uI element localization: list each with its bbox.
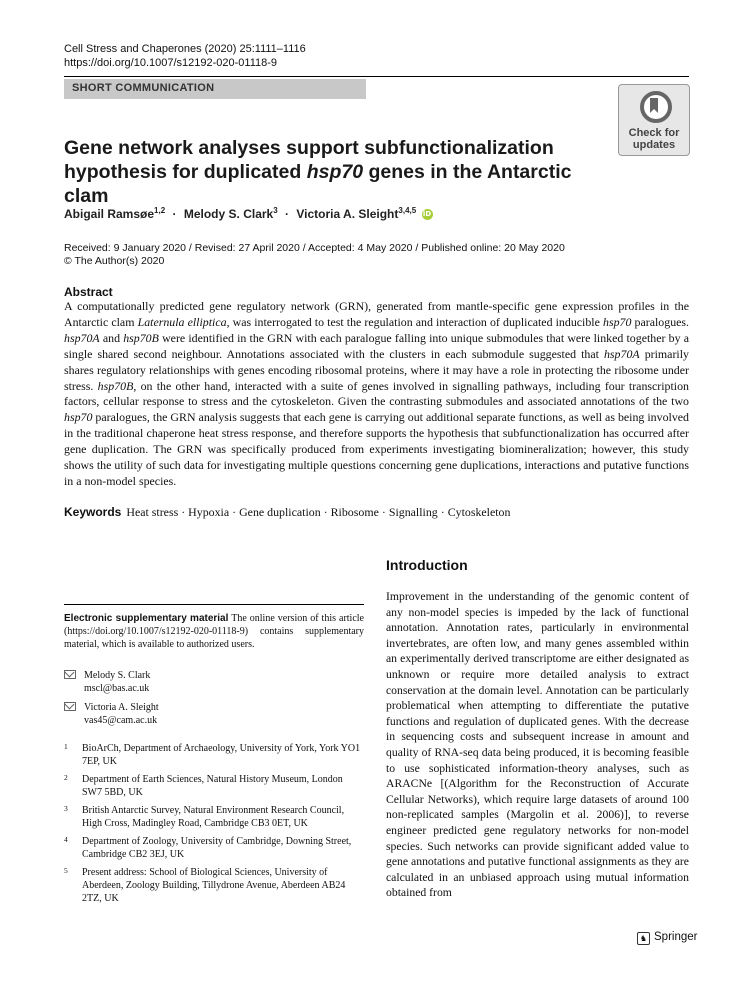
abstract-heading: Abstract bbox=[64, 285, 113, 299]
keyword: Signalling bbox=[388, 505, 438, 519]
keyword: Ribosome bbox=[330, 505, 379, 519]
envelope-icon bbox=[64, 670, 76, 679]
crossmark-bookmark-icon bbox=[640, 91, 672, 123]
abstract-segment: A computationally predicted gene regulatory network (GRN), generated from mantle-specific gene expression profiles in the Antarctic clam bbox=[64, 299, 689, 329]
header-divider bbox=[64, 76, 689, 77]
abstract-segment: paralogues. bbox=[631, 314, 690, 329]
correspondent-name: Victoria A. Sleight bbox=[84, 702, 159, 713]
author-name[interactable]: Melody S. Clark bbox=[183, 207, 274, 221]
introduction-text bbox=[386, 589, 689, 901]
orcid-icon[interactable]: iD bbox=[422, 210, 432, 219]
abstract-gene-name: hsp70A bbox=[64, 330, 100, 345]
affiliation-text: BioArCh, Department of Archaeology, University of York, York YO1 7EP, UK bbox=[82, 743, 361, 767]
author-affiliation-ref: 3 bbox=[273, 206, 278, 215]
author-affiliation-ref: 1,2 bbox=[154, 206, 166, 215]
keyword: Cytoskeleton bbox=[447, 505, 511, 519]
abstract-segment: , on the other hand, interacted with a suite of genes involved in signalling pathways, including four transcription factors, cellular response to stress and the cytoskeleton. Given the contrasting submodules and associated annotations of the two bbox=[64, 378, 689, 409]
abstract-gene-name: hsp70 bbox=[64, 410, 93, 425]
check-for-updates-badge[interactable] bbox=[618, 84, 690, 156]
keyword-separator: · bbox=[323, 505, 328, 519]
introduction-heading: Introduction bbox=[386, 557, 468, 573]
check-badge-line2: updates bbox=[632, 139, 676, 151]
article-doi-link[interactable]: https://doi.org/10.1007/s12192-020-01118-9 bbox=[64, 57, 278, 69]
abstract-gene-name: hsp70 bbox=[603, 314, 632, 329]
affiliation-number: 1 bbox=[64, 742, 68, 751]
esm-text: The online version of this article ( bbox=[64, 613, 364, 637]
journal-citation: Cell Stress and Chaperones (2020) 25:1111–1116 bbox=[64, 43, 306, 55]
affiliation-text: Department of Zoology, University of Cambridge, Downing Street, Cambridge CB2 3EJ, UK bbox=[82, 836, 352, 860]
author-affiliation-ref: 3,4,5 bbox=[398, 206, 417, 215]
abstract-segment: primarily shares regulatory relationships with genes encoding ribosomal proteins, where it may have a role in protecting the ribosome under stress. bbox=[64, 346, 689, 393]
abstract-segment: paralogues, the GRN analysis suggests that each gene is carrying out additional separate functions, as well as being involved in the traditional chaperone heat stress response, and therefore supports the hypothesis that subfunctionalization has occurred after gene duplication. The GRN was specifically produced from experiments investigating biomineralization; however, this study shows the utility of such data for investigating multiple questions concerning gene duplications, interactions and putative functions in a non-model species. bbox=[64, 410, 689, 488]
affiliation-number: 5 bbox=[64, 866, 68, 875]
article-type-banner bbox=[64, 79, 366, 99]
publication-dates: Received: 9 January 2020 / Revised: 27 April 2020 / Accepted: 4 May 2020 / Published online: 20 May 2020 bbox=[64, 242, 565, 254]
affiliation-number: 3 bbox=[64, 804, 68, 813]
abstract-gene-name: hsp70A bbox=[603, 346, 640, 361]
citation-link[interactable]: Margolin et al. 2006 bbox=[510, 808, 621, 822]
intro-paragraph: Improvement in the understanding of the genomic content of any non-model species is impeded by the lack of functional annotation. Annotation rates, particularly in environmental invertebrates, are often low, and many genes assembled within an experimentally derived transcriptome are either designated as unknown or require more detailed analysis to extract conservation at the domain level. Annotation can be particularly problematical when attempting to differentiate the putative functions and regulation of duplicated genes. With the decrease in sequencing costs and subsequent increase in amount and quality of RNA-seq data being produced, it is becoming feasible to use sophisticated information-theory analyses, such as ARACNe [(Algorithm for the Reconstruction of Accurate Cellular Networks), which require large datasets of around 100 non-replicated samples ( bbox=[386, 590, 689, 822]
abstract-gene-name: hsp70B bbox=[123, 330, 159, 345]
affiliation-text: Department of Earth Sciences, Natural History Museum, London SW7 5BD, UK bbox=[82, 774, 343, 798]
esm-label: Electronic supplementary material bbox=[64, 613, 229, 624]
publisher-name: Springer bbox=[654, 931, 698, 943]
affiliation-number: 2 bbox=[64, 773, 68, 782]
intro-paragraph-end: )], to reverse engineer predicted gene regulatory networks for non-model species. Such networks can provide significant added value to gene annotations and putative functional assignments as they are calculated in an unbiased approach using mutual information obtained from bbox=[386, 808, 689, 900]
keyword-separator: · bbox=[381, 505, 386, 519]
correspondent-email[interactable]: vas45@cam.ac.uk bbox=[84, 715, 158, 726]
abstract-gene-name: hsp70B bbox=[97, 378, 134, 393]
article-type-label: SHORT COMMUNICATION bbox=[72, 82, 215, 94]
keyword-separator: · bbox=[232, 505, 237, 519]
title-text: Gene network analyses support subfunctionalization hypothesis for duplicated bbox=[64, 137, 554, 183]
keyword-separator: · bbox=[181, 505, 186, 519]
keyword: Hypoxia bbox=[188, 505, 230, 519]
affiliation-text: British Antarctic Survey, Natural Environment Research Council, High Cross, Madingley Road, Cambridge CB3 0ET, UK bbox=[82, 805, 345, 829]
springer-logo bbox=[637, 931, 697, 945]
keywords-line bbox=[64, 505, 510, 520]
esm-link[interactable]: https://doi.org/10.1007/s12192-020-01118-9 bbox=[67, 626, 245, 637]
author-separator: · bbox=[285, 207, 290, 221]
abstract-text bbox=[64, 299, 689, 490]
abstract-species-name: Laternula elliptica bbox=[137, 314, 227, 329]
correspondent-email[interactable]: mscl@bas.ac.uk bbox=[84, 683, 150, 694]
abstract-segment: were identified in the GRN with each paralogue falling into unique submodules that were linked together by a single shared second neighbour. Annotations associated with the clusters in each submodule suggested that bbox=[64, 330, 689, 361]
affiliation-text: Present address: School of Biological Sciences, University of Aberdeen, Zoology Building, Tillydrone Avenue, Aberdeen AB24 2TZ, UK bbox=[82, 867, 346, 904]
article-title bbox=[64, 136, 604, 208]
springer-horse-icon: ♞ bbox=[637, 932, 650, 945]
title-text-end: genes in the Antarctic clam bbox=[64, 161, 572, 207]
keyword: Gene duplication bbox=[239, 505, 321, 519]
keyword: Heat stress bbox=[126, 505, 179, 519]
correspondent-name: Melody S. Clark bbox=[84, 670, 151, 681]
title-gene-name: hsp70 bbox=[306, 161, 364, 183]
check-badge-line1: Check for bbox=[628, 127, 680, 139]
copyright-notice: © The Author(s) 2020 bbox=[64, 255, 165, 267]
abstract-segment: and bbox=[99, 330, 124, 345]
author-name[interactable]: Victoria A. Sleight bbox=[296, 207, 399, 221]
affiliation-number: 4 bbox=[64, 835, 68, 844]
keywords-label: Keywords bbox=[64, 505, 122, 519]
esm-text-end: ) contains supplementary material, which is available to authorized users. bbox=[64, 626, 364, 650]
envelope-icon bbox=[64, 702, 76, 711]
abstract-segment: , was interrogated to test the regulation and interaction of duplicated inducible bbox=[226, 314, 603, 329]
supplementary-material-note bbox=[64, 612, 364, 651]
author-name[interactable]: Abigail Ramsøe bbox=[64, 207, 155, 221]
footnote-divider bbox=[64, 604, 364, 605]
author-separator: · bbox=[172, 207, 177, 221]
keyword-separator: · bbox=[440, 505, 445, 519]
author-list bbox=[64, 203, 433, 222]
